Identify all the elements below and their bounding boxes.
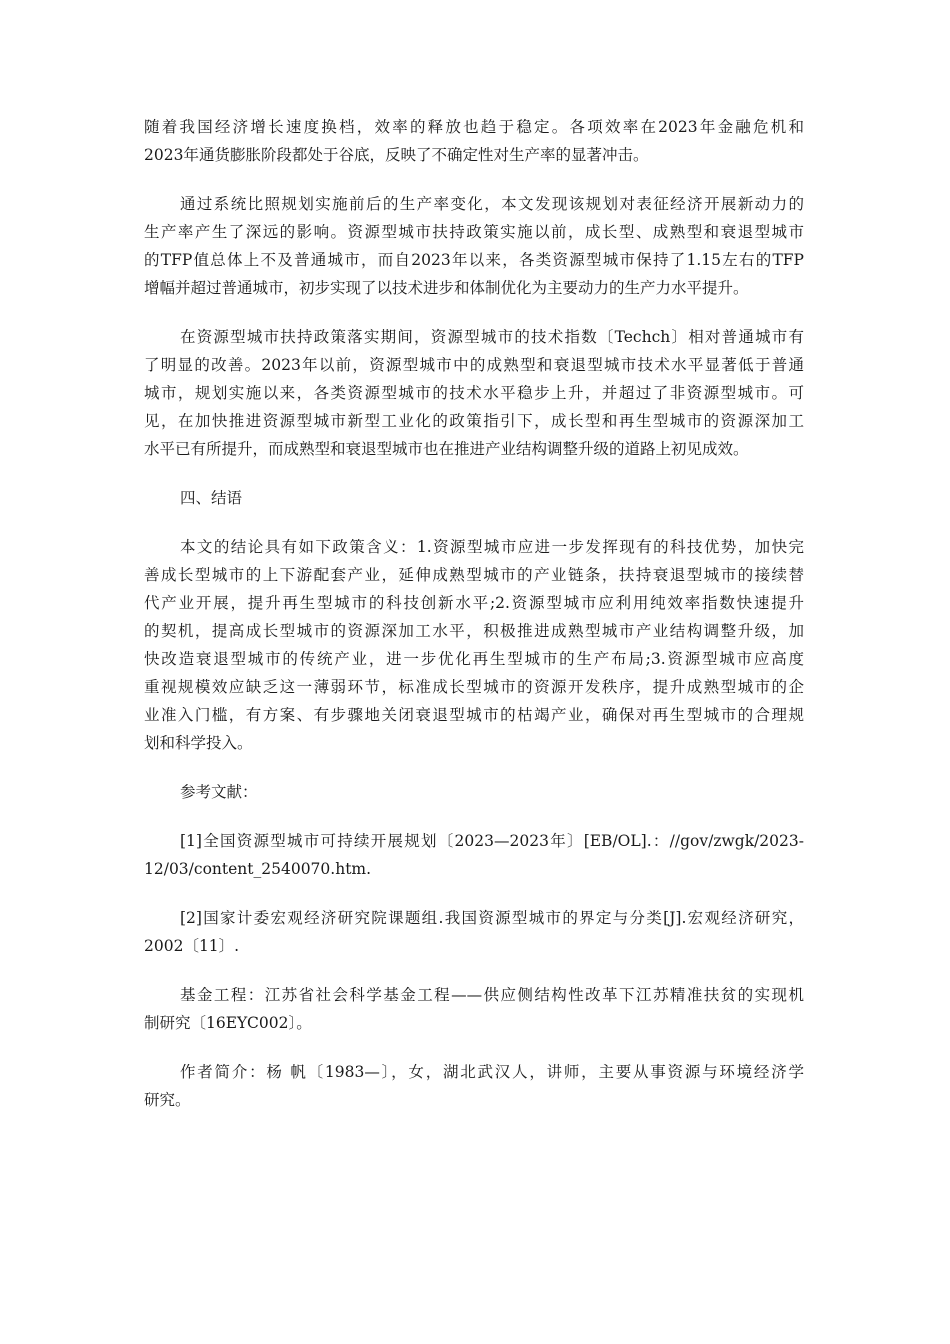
text-line: [1]全国资源型城市可持续开展规划〔2023—2023年〕[EB/OL].：//gov/zwgk/2023- bbox=[180, 832, 804, 850]
text-line: 了明显的改善。2023年以前，资源型城市中的成熟型和衰退型城市技术水平显著低于普通 bbox=[144, 356, 804, 374]
text-line: 基金工程：江苏省社会科学基金工程——供应侧结构性改革下江苏精准扶贫的实现机 bbox=[180, 986, 804, 1004]
section-heading-text: 四、结语 bbox=[180, 489, 243, 507]
text-line: 研究。 bbox=[144, 1091, 191, 1109]
text-line: 重视规模效应缺乏这一薄弱环节，标准成长型城市的资源开发秩序，提升成熟型城市的企 bbox=[144, 678, 804, 696]
text-line: 的TFP值总体上不及普通城市，而自2023年以来，各类资源型城市保持了1.15左右的TFP bbox=[144, 251, 804, 269]
reference-item bbox=[144, 827, 804, 883]
paragraph-technology-index bbox=[144, 323, 804, 463]
text-line: 在资源型城市扶持政策落实期间，资源型城市的技术指数〔Techch〕相对普通城市有 bbox=[180, 328, 804, 346]
reference-item bbox=[144, 904, 804, 960]
references-heading-text: 参考文献： bbox=[180, 783, 258, 801]
text-line: 制研究〔16EYC002〕。 bbox=[144, 1014, 312, 1032]
text-line: 2023年通货膨胀阶段都处于谷底，反映了不确定性对生产率的显著冲击。 bbox=[144, 146, 649, 164]
text-line: 善成长型城市的上下游配套产业，延伸成熟型城市的产业链条，扶持衰退型城市的接续替 bbox=[144, 566, 804, 584]
text-line: 生产率产生了深远的影响。资源型城市扶持政策实施以前，成长型、成熟型和衰退型城市 bbox=[144, 223, 804, 241]
text-line: 本文的结论具有如下政策含义：1.资源型城市应进一步发挥现有的科技优势，加快完 bbox=[180, 538, 804, 556]
text-line: 代产业开展，提升再生型城市的科技创新水平;2.资源型城市应利用纯效率指数快速提升 bbox=[144, 594, 804, 612]
paragraph-efficiency bbox=[144, 113, 804, 169]
text-line: 通过系统比照规划实施前后的生产率变化，本文发现该规划对表征经济开展新动力的 bbox=[180, 195, 804, 213]
text-line: 见，在加快推进资源型城市新型工业化的政策指引下，成长型和再生型城市的资源深加工 bbox=[144, 412, 804, 430]
text-line: 的契机，提高成长型城市的资源深加工水平，积极推进成熟型城市产业结构调整升级，加 bbox=[144, 622, 804, 640]
text-line: 划和科学投入。 bbox=[144, 734, 253, 752]
text-line: 12/03/content_2540070.htm. bbox=[144, 860, 372, 878]
text-line: [2]国家计委宏观经济研究院课题组.我国资源型城市的界定与分类[J].宏观经济研究， bbox=[180, 909, 804, 927]
paragraph-conclusion bbox=[144, 533, 804, 757]
text-line: 快改造衰退型城市的传统产业，进一步优化再生型城市的生产布局;3.资源型城市应高度 bbox=[144, 650, 804, 668]
text-line: 水平已有所提升，而成熟型和衰退型城市也在推进产业结构调整升级的道路上初见成效。 bbox=[144, 440, 749, 458]
text-line: 城市，规划实施以来，各类资源型城市的技术水平稳步上升，并超过了非资源型城市。可 bbox=[144, 384, 804, 402]
author-bio bbox=[144, 1058, 804, 1114]
text-line: 随着我国经济增长速度换档，效率的释放也趋于稳定。各项效率在2023年金融危机和 bbox=[144, 118, 804, 136]
text-line: 作者简介：杨 帆〔1983—〕，女，湖北武汉人，讲师，主要从事资源与环境经济学 bbox=[180, 1063, 804, 1081]
paragraph-productivity bbox=[144, 190, 804, 302]
text-line: 2002〔11〕. bbox=[144, 937, 240, 955]
section-heading bbox=[144, 484, 804, 512]
document-page bbox=[144, 113, 804, 1135]
text-line: 业准入门槛，有方案、有步骤地关闭衰退型城市的枯竭产业，确保对再生型城市的合理规 bbox=[144, 706, 804, 724]
references-heading bbox=[144, 778, 804, 806]
funding-note bbox=[144, 981, 804, 1037]
text-line: 增幅并超过普通城市，初步实现了以技术进步和体制优化为主要动力的生产力水平提升。 bbox=[144, 279, 749, 297]
